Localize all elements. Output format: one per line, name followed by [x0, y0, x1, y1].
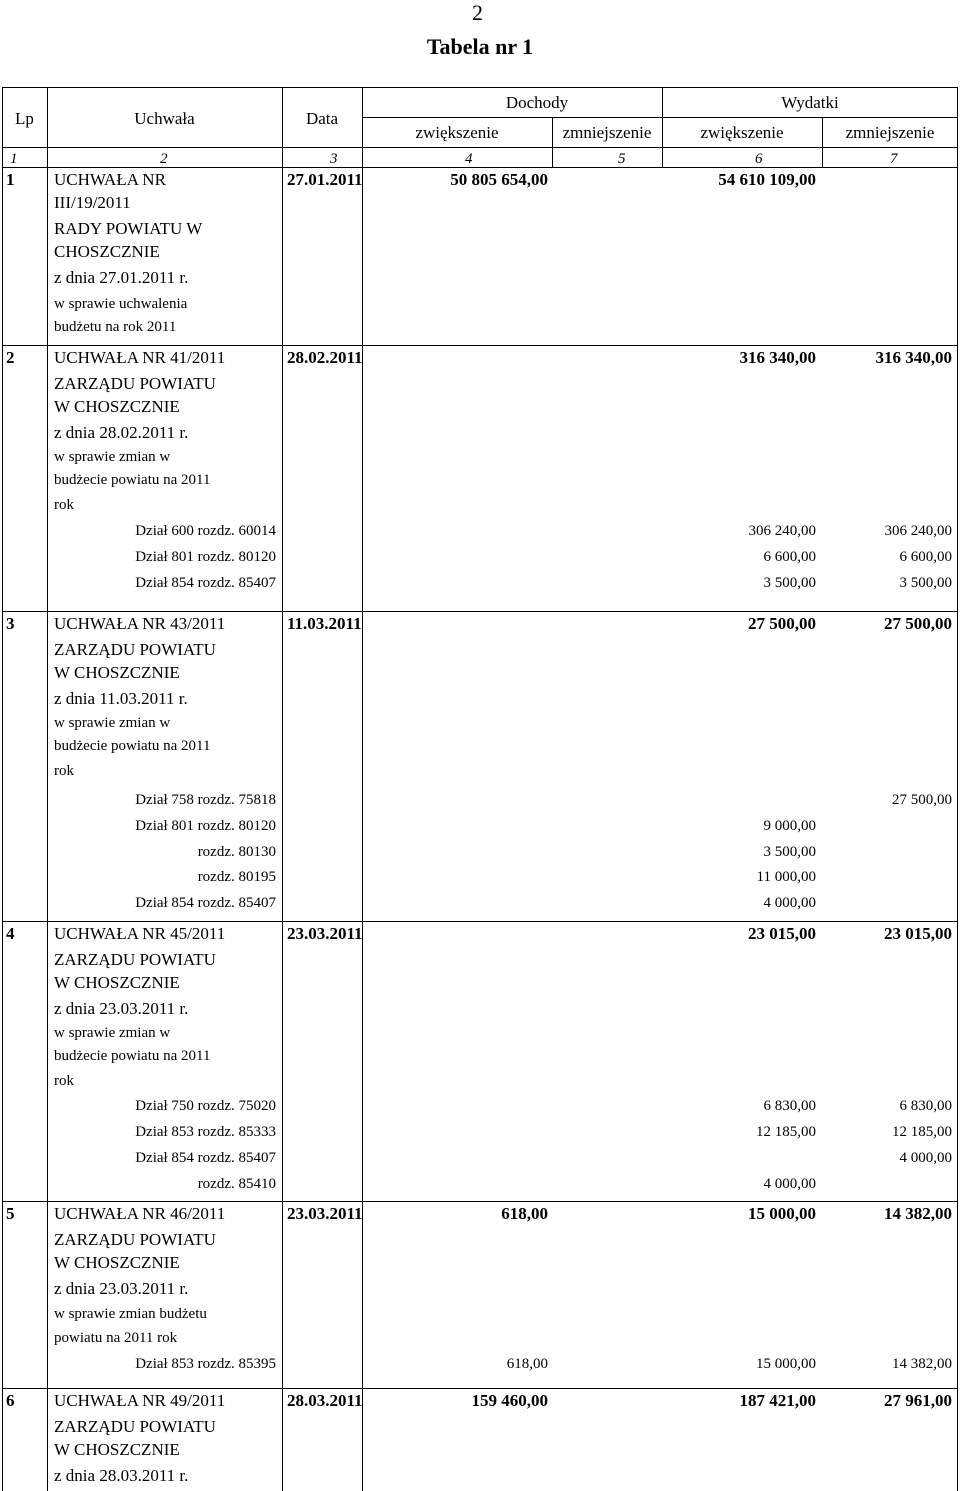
detail-label: rozdz. 80195: [197, 869, 276, 885]
uchwala-title-line: UCHWAŁA NR 41/2011: [54, 348, 226, 367]
dochody-zwiekszenie-value: 618,00: [501, 1204, 548, 1223]
uchwala-title-line: ZARZĄDU POWIATU: [54, 950, 216, 969]
row-lp: 2: [6, 348, 15, 367]
detail-label: Dział 854 rozdz. 85407: [135, 1150, 276, 1166]
uchwala-title-line: ZARZĄDU POWIATU: [54, 1230, 216, 1249]
dochody-zwiekszenie-value: 50 805 654,00: [450, 170, 548, 189]
table-border-right: [957, 87, 958, 1491]
row-date: 23.03.2011: [287, 1204, 363, 1223]
header-dochody-zmniejszenie: zmniejszenie: [562, 123, 652, 142]
row-lp: 6: [6, 1391, 15, 1410]
detail-label: Dział 600 rozdz. 60014: [135, 523, 276, 539]
row-date: 11.03.2011: [287, 614, 362, 633]
uchwala-description-line: w sprawie zmian w: [54, 449, 171, 465]
uchwala-title-line: W CHOSZCZNIE: [54, 397, 180, 416]
detail-wydatki-zmniejszenie: 306 240,00: [884, 523, 952, 539]
wydatki-zwiekszenie-value: 316 340,00: [739, 348, 816, 367]
detail-dochody-zwiekszenie: 618,00: [506, 1356, 548, 1372]
uchwala-title-line: ZARZĄDU POWIATU: [54, 374, 216, 393]
table-border-top: [2, 87, 958, 88]
uchwala-title-line: III/19/2011: [54, 193, 131, 212]
detail-wydatki-zwiekszenie: 11 000,00: [756, 869, 816, 885]
detail-label: Dział 750 rozdz. 75020: [135, 1098, 276, 1114]
wydatki-zwiekszenie-value: 54 610 109,00: [718, 170, 816, 189]
uchwala-description-line: rok: [54, 1073, 74, 1089]
header-lp: Lp: [15, 109, 34, 128]
detail-wydatki-zwiekszenie: 15 000,00: [756, 1356, 816, 1372]
dochody-zwiekszenie-value: 159 460,00: [471, 1391, 548, 1410]
uchwala-title-line: UCHWAŁA NR 45/2011: [54, 924, 226, 943]
uchwala-description-line: w sprawie zmian w: [54, 715, 171, 731]
detail-label: rozdz. 85410: [197, 1176, 276, 1192]
row-separator-6: [2, 1388, 958, 1389]
wydatki-zwiekszenie-value: 23 015,00: [748, 924, 816, 943]
row-separator-4: [2, 921, 958, 922]
uchwala-description-line: rok: [54, 497, 74, 513]
row-lp: 1: [6, 170, 15, 189]
uchwala-title-line: z dnia 11.03.2011 r.: [54, 689, 188, 708]
detail-label: Dział 854 rozdz. 85407: [135, 895, 276, 911]
wydatki-zmniejszenie-value: 23 015,00: [884, 924, 952, 943]
header-dochody: Dochody: [505, 93, 569, 112]
row-date: 23.03.2011: [287, 924, 363, 943]
uchwala-description-line: rok: [54, 763, 74, 779]
detail-wydatki-zwiekszenie: 4 000,00: [763, 895, 816, 911]
wydatki-zmniejszenie-value: 14 382,00: [884, 1204, 952, 1223]
detail-wydatki-zwiekszenie: 306 240,00: [748, 523, 816, 539]
header-wydatki: Wydatki: [781, 93, 839, 112]
detail-label: Dział 853 rozdz. 85395: [135, 1356, 276, 1372]
uchwala-description-line: powiatu na 2011 rok: [54, 1330, 178, 1346]
col-divider-lp: [47, 87, 48, 1491]
uchwala-title-line: CHOSZCZNIE: [54, 242, 160, 261]
uchwala-description-line: budżecie powiatu na 2011: [54, 738, 211, 754]
row-separator-3: [2, 611, 958, 612]
detail-wydatki-zwiekszenie: 9 000,00: [763, 818, 816, 834]
uchwala-title-line: W CHOSZCZNIE: [54, 973, 180, 992]
row-lp: 3: [6, 614, 15, 633]
header-data: Data: [305, 109, 339, 128]
detail-wydatki-zmniejszenie: 4 000,00: [899, 1150, 952, 1166]
detail-wydatki-zwiekszenie: 3 500,00: [763, 844, 816, 860]
header-divider-numbers: [2, 167, 958, 168]
detail-wydatki-zmniejszenie: 3 500,00: [899, 575, 952, 591]
uchwala-title-line: RADY POWIATU W: [54, 219, 203, 238]
detail-wydatki-zwiekszenie: 6 830,00: [763, 1098, 816, 1114]
uchwala-title-line: z dnia 23.03.2011 r.: [54, 1279, 189, 1298]
row-separator-5: [2, 1201, 958, 1202]
row-lp: 4: [6, 924, 15, 943]
detail-wydatki-zwiekszenie: 4 000,00: [763, 1176, 816, 1192]
header-divider-subcols: [2, 147, 958, 148]
wydatki-zmniejszenie-value: 316 340,00: [875, 348, 952, 367]
detail-wydatki-zmniejszenie: 6 600,00: [899, 549, 952, 565]
detail-wydatki-zmniejszenie: 6 830,00: [899, 1098, 952, 1114]
header-dochody-zwiekszenie: zwiększenie: [415, 123, 499, 142]
col-number-1: 1: [10, 151, 18, 167]
uchwala-title-line: W CHOSZCZNIE: [54, 663, 180, 682]
detail-label: Dział 801 rozdz. 80120: [135, 818, 276, 834]
row-date: 27.01.2011: [287, 170, 363, 189]
uchwala-title-line: ZARZĄDU POWIATU: [54, 640, 216, 659]
detail-wydatki-zwiekszenie: 12 185,00: [756, 1124, 816, 1140]
detail-label: rozdz. 80130: [197, 844, 276, 860]
wydatki-zwiekszenie-value: 15 000,00: [748, 1204, 816, 1223]
detail-label: Dział 853 rozdz. 85333: [135, 1124, 276, 1140]
uchwala-description-line: budżecie powiatu na 2011: [54, 472, 211, 488]
page-number: 2: [472, 0, 483, 25]
uchwala-title-line: UCHWAŁA NR 43/2011: [54, 614, 226, 633]
wydatki-zwiekszenie-value: 187 421,00: [739, 1391, 816, 1410]
col-number-4: 4: [465, 151, 473, 167]
header-divider-dochody-wydatki: [362, 117, 958, 118]
table-border-left: [2, 87, 3, 1491]
uchwala-title-line: W CHOSZCZNIE: [54, 1253, 180, 1272]
col-divider-uchwala: [282, 87, 283, 1491]
uchwala-title-line: z dnia 27.01.2011 r.: [54, 268, 189, 287]
uchwala-title-line: UCHWAŁA NR 49/2011: [54, 1391, 226, 1410]
row-date: 28.02.2011: [287, 348, 363, 367]
wydatki-zmniejszenie-value: 27 500,00: [884, 614, 952, 633]
detail-wydatki-zwiekszenie: 6 600,00: [763, 549, 816, 565]
detail-wydatki-zmniejszenie: 12 185,00: [892, 1124, 952, 1140]
detail-label: Dział 854 rozdz. 85407: [135, 575, 276, 591]
row-lp: 5: [6, 1204, 15, 1223]
header-wydatki-zmniejszenie: zmniejszenie: [845, 123, 935, 142]
uchwala-title-line: z dnia 28.02.2011 r.: [54, 423, 189, 442]
detail-label: Dział 801 rozdz. 80120: [135, 549, 276, 565]
col-number-6: 6: [755, 151, 763, 167]
col-number-2: 2: [160, 151, 168, 167]
uchwala-title-line: UCHWAŁA NR 46/2011: [54, 1204, 226, 1223]
uchwala-title-line: ZARZĄDU POWIATU: [54, 1417, 216, 1436]
budget-table: [0, 87, 958, 1491]
header-uchwala: Uchwała: [134, 109, 195, 128]
uchwala-description-line: w sprawie uchwalenia: [54, 296, 188, 312]
detail-wydatki-zmniejszenie: 27 500,00: [892, 792, 952, 808]
uchwala-description-line: w sprawie zmian budżetu: [54, 1306, 207, 1322]
col-number-7: 7: [890, 151, 898, 167]
wydatki-zmniejszenie-value: 27 961,00: [884, 1391, 952, 1410]
uchwala-title-line: z dnia 23.03.2011 r.: [54, 999, 189, 1018]
header-wydatki-zwiekszenie: zwiększenie: [700, 123, 784, 142]
col-divider-data: [362, 87, 363, 1491]
detail-wydatki-zmniejszenie: 14 382,00: [892, 1356, 952, 1372]
uchwala-title-line: UCHWAŁA NR: [54, 170, 166, 189]
wydatki-zwiekszenie-value: 27 500,00: [748, 614, 816, 633]
row-separator-2: [2, 345, 958, 346]
uchwala-title-line: z dnia 28.03.2011 r.: [54, 1466, 189, 1485]
col-number-5: 5: [618, 151, 626, 167]
uchwala-description-line: budżecie powiatu na 2011: [54, 1048, 211, 1064]
detail-label: Dział 758 rozdz. 75818: [135, 792, 276, 808]
row-date: 28.03.2011: [287, 1391, 363, 1410]
table-title: Tabela nr 1: [426, 34, 534, 59]
uchwala-description-line: w sprawie zmian w: [54, 1025, 171, 1041]
uchwala-title-line: W CHOSZCZNIE: [54, 1440, 180, 1459]
uchwala-description-line: budżetu na rok 2011: [54, 319, 177, 335]
detail-wydatki-zwiekszenie: 3 500,00: [763, 575, 816, 591]
col-number-3: 3: [330, 151, 338, 167]
